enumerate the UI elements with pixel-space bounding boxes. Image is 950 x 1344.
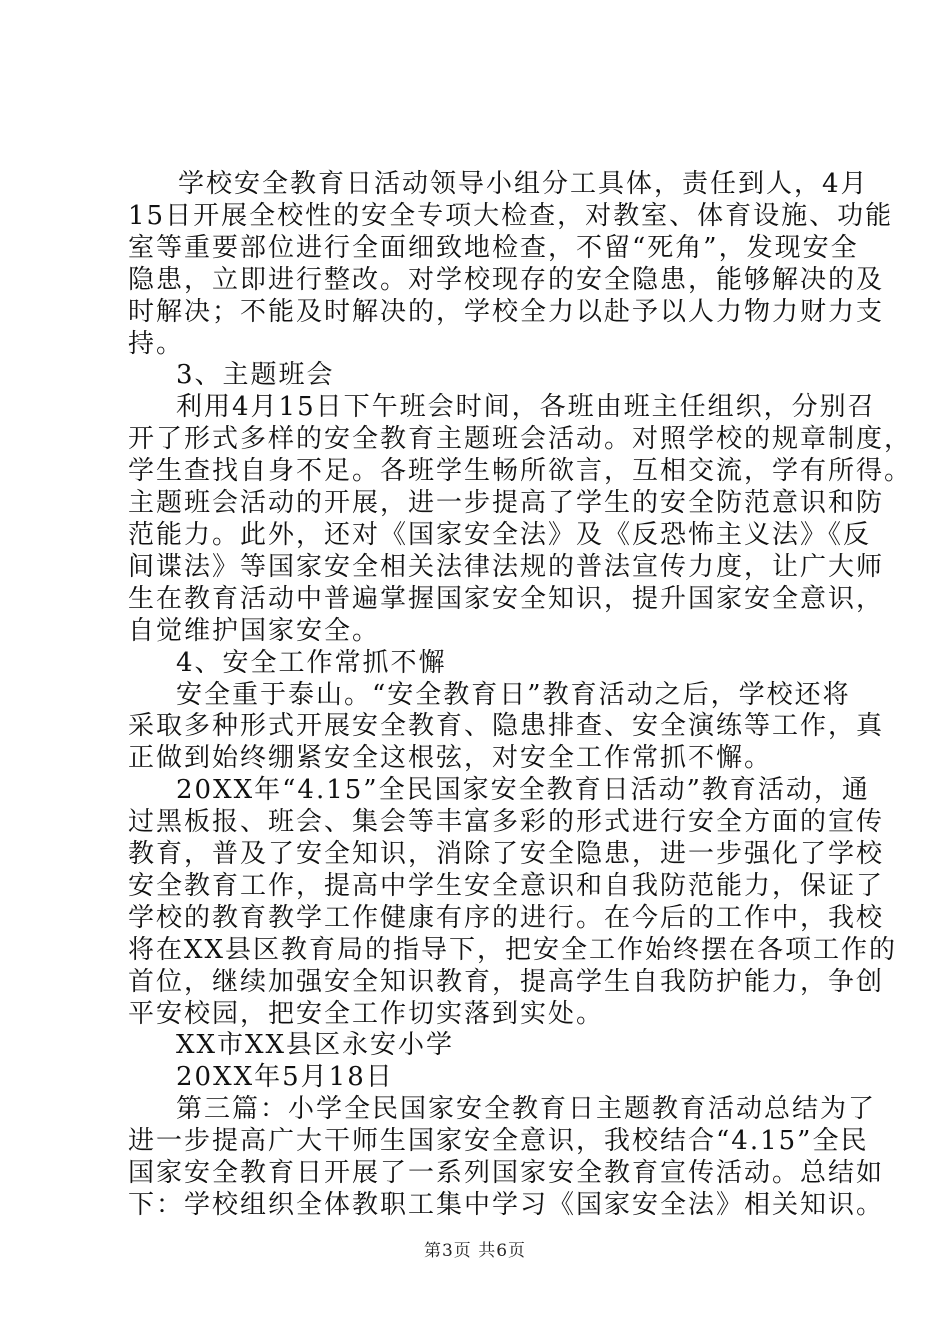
text-line: 下：学校组织全体教职工集中学习《国家安全法》相关知识。: [128, 1190, 885, 1220]
signature-date: 20XX年5月18日: [176, 1062, 394, 1093]
text-line: 教育，普及了安全知识，消除了安全隐患，进一步强化了学校: [128, 839, 885, 870]
section-heading: 4、安全工作常抓不懈: [176, 647, 447, 678]
text-line: 间谍法》等国家安全相关法律法规的普法宣传力度，让广大师: [128, 551, 885, 582]
text-line: 15日开展全校性的安全专项大检查，对教室、体育设施、功能: [128, 200, 894, 231]
text-line: 安全重于泰山。“安全教育日”教育活动之后，学校还将: [176, 679, 851, 710]
signature-school: XX市XX县区永安小学: [176, 1030, 455, 1061]
text-line: 室等重要部位进行全面细致地检查，不留“死角”，发现安全: [128, 232, 859, 263]
section-heading: 3、主题班会: [176, 360, 335, 391]
text-line: 国家安全教育日开展了一系列国家安全教育宣传活动。总结如: [128, 1158, 885, 1189]
text-line: 时解决；不能及时解决的，学校全力以赴予以人力物力财力支: [128, 296, 885, 327]
text-line: 持。: [128, 328, 185, 359]
text-line: 将在XX县区教育局的指导下，把安全工作始终摆在各项工作的: [128, 934, 898, 965]
text-line: 20XX年“4.15”全民国家安全教育日活动”教育活动，通: [176, 775, 870, 806]
text-line: 学生查找自身不足。各班学生畅所欲言，互相交流，学有所得。: [128, 456, 913, 487]
text-line: 学校的教育教学工作健康有序的进行。在今后的工作中，我校: [128, 902, 885, 933]
text-line: 自觉维护国家安全。: [128, 615, 381, 646]
text-line: 安全教育工作，提高中学生安全意识和自我防范能力，保证了: [128, 870, 885, 901]
text-line: 第三篇：小学全民国家安全教育日主题教育活动总结为了: [176, 1094, 877, 1125]
text-line: 学校安全教育日活动领导小组分工具体，责任到人，4月: [178, 169, 869, 199]
text-line: 生在教育活动中普遍掌握国家安全知识，提升国家安全意识，: [128, 583, 885, 614]
text-line: 隐患，立即进行整改。对学校现存的安全隐患，能够解决的及: [128, 264, 885, 295]
text-line: 采取多种形式开展安全教育、隐患排查、安全演练等工作，真: [128, 711, 885, 742]
text-line: 过黑板报、班会、集会等丰富多彩的形式进行安全方面的宣传: [128, 807, 885, 838]
text-line: 平安校园，把安全工作切实落到实处。: [128, 998, 605, 1029]
text-line: 首位，继续加强安全知识教育，提高学生自我防护能力，争创: [128, 966, 885, 997]
text-line: 进一步提高广大干师生国家安全意识，我校结合“4.15”全民: [128, 1126, 869, 1157]
text-line: 正做到始终绷紧安全这根弦，对安全工作常抓不懈。: [128, 743, 773, 774]
text-line: 主题班会活动的开展，进一步提高了学生的安全防范意识和防: [128, 488, 885, 519]
page-number-footer: 第3页 共6页: [423, 1241, 527, 1261]
text-line: 范能力。此外，还对《国家安全法》及《反恐怖主义法》《反: [128, 519, 872, 550]
text-line: 利用4月15日下午班会时间，各班由班主任组织，分别召: [176, 392, 876, 423]
text-line: 开了形式多样的安全教育主题班会活动。对照学校的规章制度，: [128, 424, 913, 455]
